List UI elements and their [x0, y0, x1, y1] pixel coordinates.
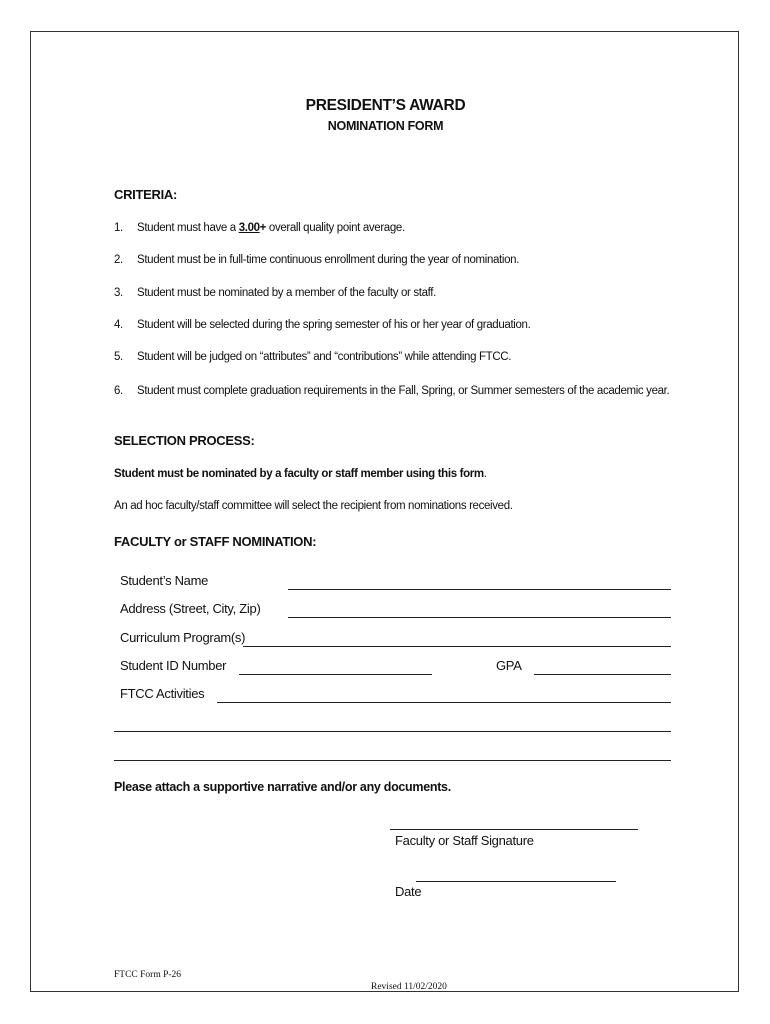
- criteria-text-suffix: overall quality point average.: [266, 222, 405, 234]
- signature-label: Faculty or Staff Signature: [395, 833, 534, 848]
- activities-field-line-3[interactable]: [114, 760, 671, 761]
- gpa-field[interactable]: [534, 674, 671, 675]
- criteria-item-2: [114, 254, 519, 266]
- address-label: Address (Street, City, Zip): [120, 601, 261, 616]
- criteria-number: 2.: [114, 254, 123, 266]
- criteria-item-6: [114, 383, 674, 400]
- activities-label: FTCC Activities: [120, 686, 205, 701]
- address-field[interactable]: [288, 617, 671, 618]
- criteria-number: 3.: [114, 287, 123, 299]
- attach-note: Please attach a supportive narrative and/or any documents.: [114, 780, 451, 794]
- criteria-text: Student must complete graduation requirements in the Fall, Spring, or Summer semesters of the academic year.: [137, 385, 670, 397]
- student-id-label: Student ID Number: [120, 658, 227, 673]
- revised-date: Revised 11/02/2020: [371, 982, 447, 992]
- selection-line-1-text: Student must be nominated by a faculty or staff member using this form: [114, 468, 484, 480]
- signature-field[interactable]: [390, 829, 638, 830]
- form-subtitle: NOMINATION FORM: [327, 119, 444, 133]
- selection-line-2: An ad hoc faculty/staff committee will select the recipient from nominations received.: [114, 500, 513, 512]
- date-field[interactable]: [416, 881, 616, 882]
- criteria-item-3: [114, 287, 436, 299]
- criteria-number: 5.: [114, 351, 123, 363]
- date-label: Date: [395, 884, 422, 899]
- criteria-text: Student must be nominated by a member of the faculty or staff.: [137, 287, 436, 299]
- criteria-number: 1.: [114, 222, 123, 234]
- criteria-text: Student will be selected during the spring semester of his or her year of graduation.: [137, 319, 531, 331]
- student-name-label: Student’s Name: [120, 573, 209, 588]
- criteria-number: 6.: [114, 385, 123, 397]
- selection-line-1: [114, 468, 487, 480]
- curriculum-field[interactable]: [243, 646, 671, 647]
- criteria-text: Student will be judged on “attributes” and “contributions” while attending FTCC.: [137, 351, 512, 363]
- selection-line-1-end: .: [483, 468, 487, 480]
- form-title: PRESIDENT’S AWARD: [305, 97, 466, 114]
- form-page: [30, 31, 739, 992]
- student-name-field[interactable]: [288, 589, 671, 590]
- criteria-text: Student must have a: [137, 222, 239, 234]
- activities-field[interactable]: [217, 702, 671, 703]
- criteria-number: 4.: [114, 319, 123, 331]
- selection-heading: SELECTION PROCESS:: [114, 433, 255, 448]
- criteria-item-5: [114, 351, 511, 363]
- nomination-heading: FACULTY or STAFF NOMINATION:: [114, 534, 317, 549]
- curriculum-label: Curriculum Program(s): [120, 630, 246, 645]
- criteria-heading: CRITERIA:: [114, 187, 178, 202]
- form-id: FTCC Form P-26: [114, 970, 182, 980]
- criteria-item-4: [114, 319, 530, 331]
- activities-field-line-2[interactable]: [114, 731, 671, 732]
- criteria-item-1: [114, 222, 405, 234]
- criteria-emphasis: 3.00: [238, 222, 260, 234]
- student-id-field[interactable]: [239, 674, 432, 675]
- criteria-text: Student must be in full-time continuous enrollment during the year of nomination.: [137, 254, 520, 266]
- criteria-text-suffix-plus: +: [259, 222, 267, 234]
- gpa-label: GPA: [496, 658, 522, 673]
